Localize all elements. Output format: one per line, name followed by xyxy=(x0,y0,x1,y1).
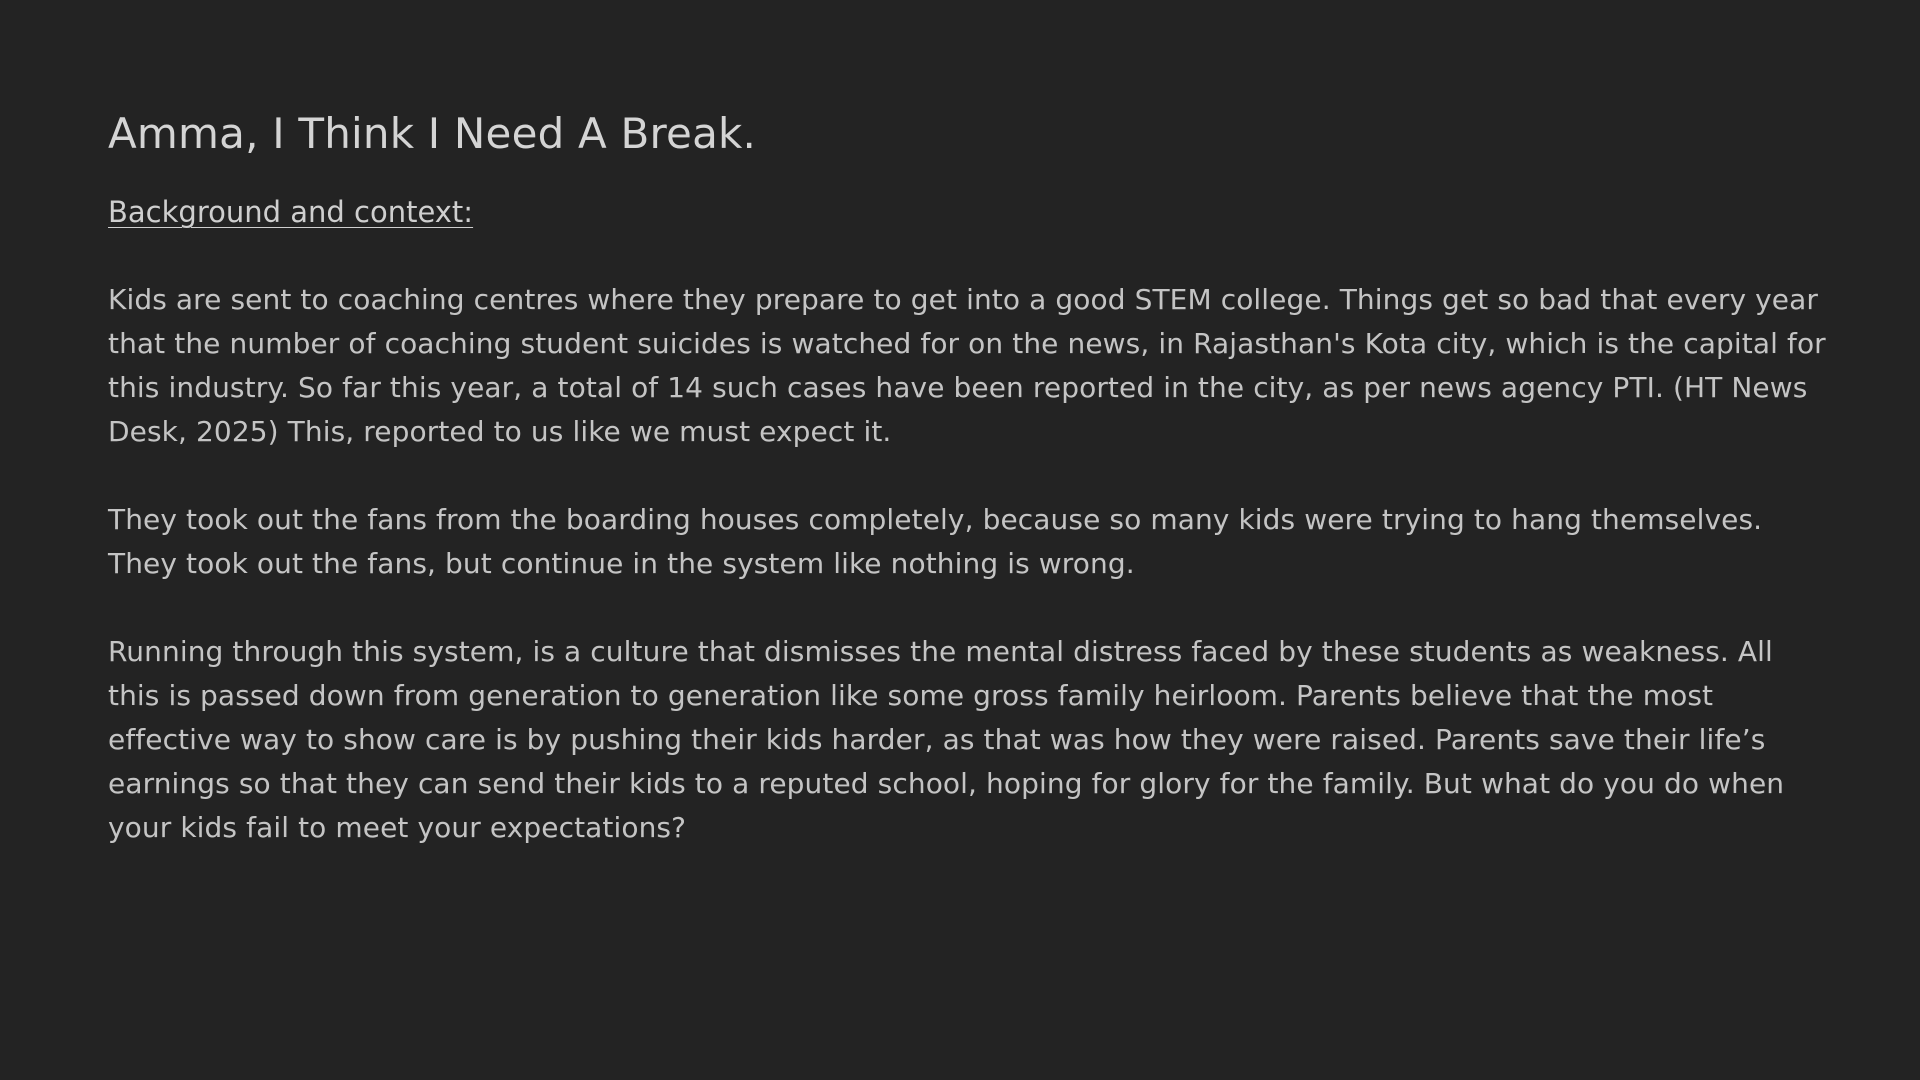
paragraph-culture: Running through this system, is a culture that dismisses the mental distress faced by these students as weakness. All this is passed down from generation to generation like some gross family heirloom. Parents believe that the most effective way to show care is by pushing their kids harder, as that was how they were raised. Parents save their life’s earnings so that they can send their kids to a reputed school, hoping for glory for the family. But what do you do when your kids fail to meet your expectations? xyxy=(108,635,1785,844)
paragraph-coaching-centres: Kids are sent to coaching centres where they prepare to get into a good STEM college. Things get so bad that every year that the number of coaching student suicides is watched for on the news, in Rajasthan's Kota city, which is the capital for this industry. So far this year, a total of 14 such cases have been reported in the city, as per news agency PTI. (HT News Desk, 2025) This, reported to us like we must expect it. xyxy=(108,283,1826,448)
page-title: Amma, I Think I Need A Break. xyxy=(108,109,757,158)
paragraph-fans-removed: They took out the fans from the boarding houses completely, because so many kids were trying to hang themselves. They took out the fans, but continue in the system like nothing is wrong. xyxy=(108,503,1763,580)
document-page xyxy=(108,106,1828,850)
section-heading-background: Background and context: xyxy=(108,195,474,229)
